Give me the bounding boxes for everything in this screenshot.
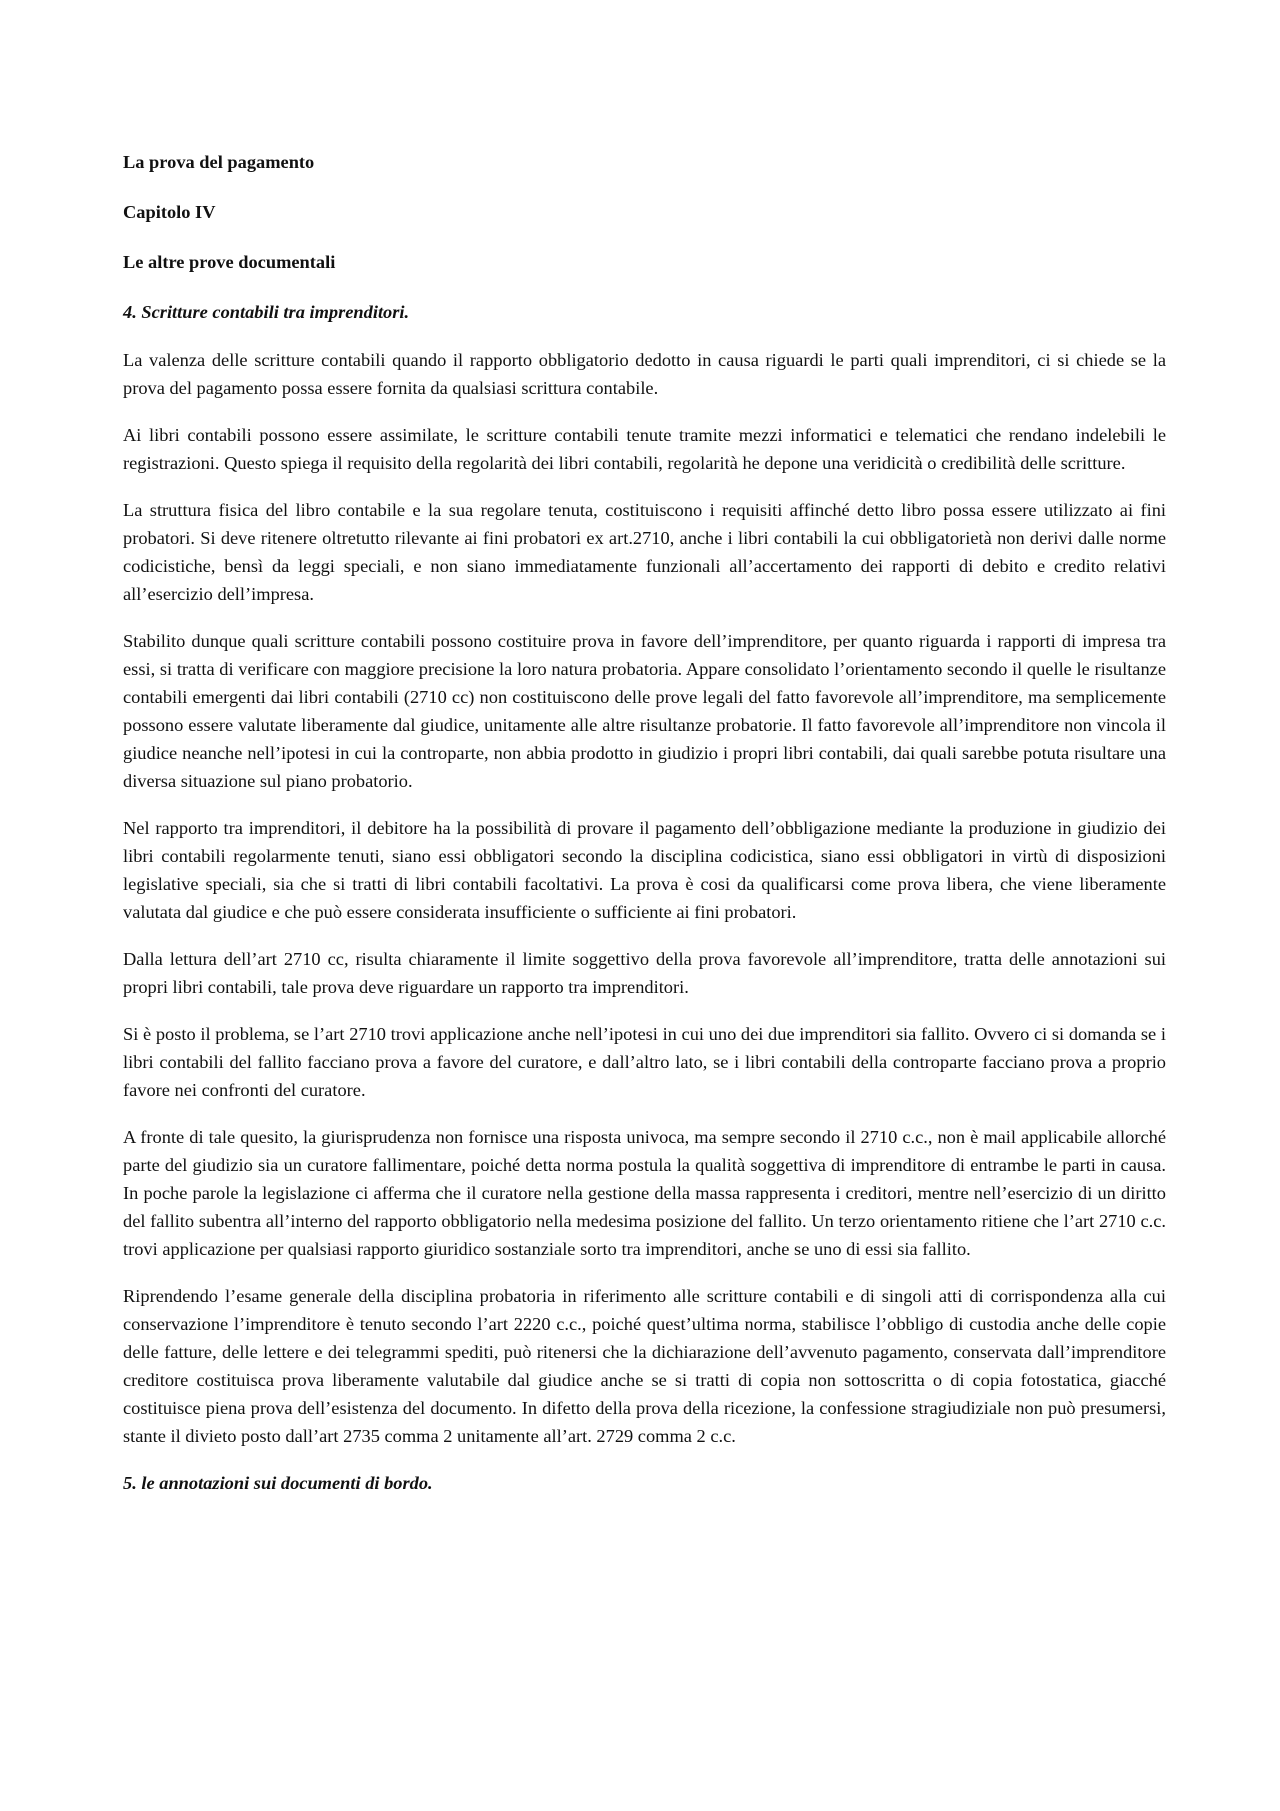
paragraph-6: Dalla lettura dell’art 2710 cc, risulta chiaramente il limite soggettivo della prova favorevole all’imprenditore, tratta delle annotazioni sui propri libri contabili, tale prova deve riguardare un rapporto tra imprenditori. <box>123 949 1166 997</box>
paragraph-1: La valenza delle scritture contabili quando il rapporto obbligatorio dedotto in causa riguardi le parti quali imprenditori, ci si chiede se la prova del pagamento possa essere fornita da qualsiasi scrittura contabile. <box>123 350 1166 398</box>
document-page <box>123 148 1166 1517</box>
paragraph-9: Riprendendo l’esame generale della disciplina probatoria in riferimento alle scritture contabili e di singoli atti di corrispondenza alla cui conservazione l’imprenditore è tenuto secondo l’art 2220 c.c., poiché quest’ultima norma, stabilisce l’obbligo di custodia anche delle copie delle fatture, delle lettere e dei telegrammi spediti, può ritenersi che la dichiarazione dell’avvenuto pagamento, conservata dall’imprenditore creditore costituisca prova liberamente valutabile dal giudice anche se si tratti di copia non sottoscritta o di copia fotostatica, giacché costituisce piena prova dell’esistenza del documento. In difetto della prova della ricezione, la confessione stragiudiziale non può presumersi, stante il divieto posto dall’art 2735 comma 2 unitamente all’art. 2729 comma 2 c.c. <box>123 1286 1166 1446</box>
paragraph-3: La struttura fisica del libro contabile e la sua regolare tenuta, costituiscono i requisiti affinché detto libro possa essere utilizzato ai fini probatori. Si deve ritenere oltretutto rilevante ai fini probatori ex art.2710, anche i libri contabili la cui obbligatorietà non derivi dalle norme codicistiche, bensì da leggi speciali, e non siano immediatamente funzionali all’accertamento dei rapporti di debito e credito relativi all’esercizio dell’impresa. <box>123 500 1166 604</box>
paragraph-8: A fronte di tale quesito, la giurisprudenza non fornisce una risposta univoca, ma sempre secondo il 2710 c.c., non è mail applicabile allorché parte del giudizio sia un curatore fallimentare, poiché detta norma postula la qualità soggettiva di imprenditore di entrambe le parti in causa. In poche parole la legislazione ci afferma che il curatore nella gestione della massa rappresenta i creditori, mentre nell’esercizio di un diritto del fallito subentra all’interno del rapporto obbligatorio nella medesima posizione del fallito. Un terzo orientamento ritiene che l’art 2710 c.c. trovi applicazione per qualsiasi rapporto giuridico sostanziale sorto tra imprenditori, anche se uno di essi sia fallito. <box>123 1127 1166 1259</box>
section-5-title: 5. le annotazioni sui documenti di bordo. <box>123 1473 433 1493</box>
section-4-title: 4. Scritture contabili tra imprenditori. <box>123 302 410 322</box>
chapter-title: Le altre prove documentali <box>123 252 336 272</box>
document-title: La prova del pagamento <box>123 152 315 172</box>
paragraph-5: Nel rapporto tra imprenditori, il debitore ha la possibilità di provare il pagamento dell’obbligazione mediante la produzione in giudizio dei libri contabili regolarmente tenuti, siano essi obbligatori secondo la disciplina codicistica, siano essi obbligatori in virtù di disposizioni legislative speciali, sia che si tratti di libri contabili facoltativi. La prova è cosi da qualificarsi come prova libera, che viene liberamente valutata dal giudice e che può essere considerata insufficiente o sufficiente ai fini probatori. <box>123 818 1166 922</box>
chapter-number: Capitolo IV <box>123 202 216 222</box>
paragraph-7: Si è posto il problema, se l’art 2710 trovi applicazione anche nell’ipotesi in cui uno dei due imprenditori sia fallito. Ovvero ci si domanda se i libri contabili del fallito facciano prova a favore del curatore, e dall’altro lato, se i libri contabili della controparte facciano prova a proprio favore nei confronti del curatore. <box>123 1024 1166 1100</box>
paragraph-2: Ai libri contabili possono essere assimilate, le scritture contabili tenute tramite mezzi informatici e telematici che rendano indelebili le registrazioni. Questo spiega il requisito della regolarità dei libri contabili, regolarità he depone una veridicità o credibilità delle scritture. <box>123 425 1166 473</box>
paragraph-4: Stabilito dunque quali scritture contabili possono costituire prova in favore dell’imprenditore, per quanto riguarda i rapporti di impresa tra essi, si tratta di verificare con maggiore precisione la loro natura probatoria. Appare consolidato l’orientamento secondo il quelle le risultanze contabili emergenti dai libri contabili (2710 cc) non costituiscono delle prove legali del fatto favorevole all’imprenditore, ma semplicemente possono essere valutate liberamente dal giudice, unitamente alle altre risultanze probatorie. Il fatto favorevole all’imprenditore non vincola il giudice neanche nell’ipotesi in cui la controparte, non abbia prodotto in giudizio i propri libri contabili, dai quali sarebbe potuta risultare una diversa situazione sul piano probatorio. <box>123 631 1166 791</box>
